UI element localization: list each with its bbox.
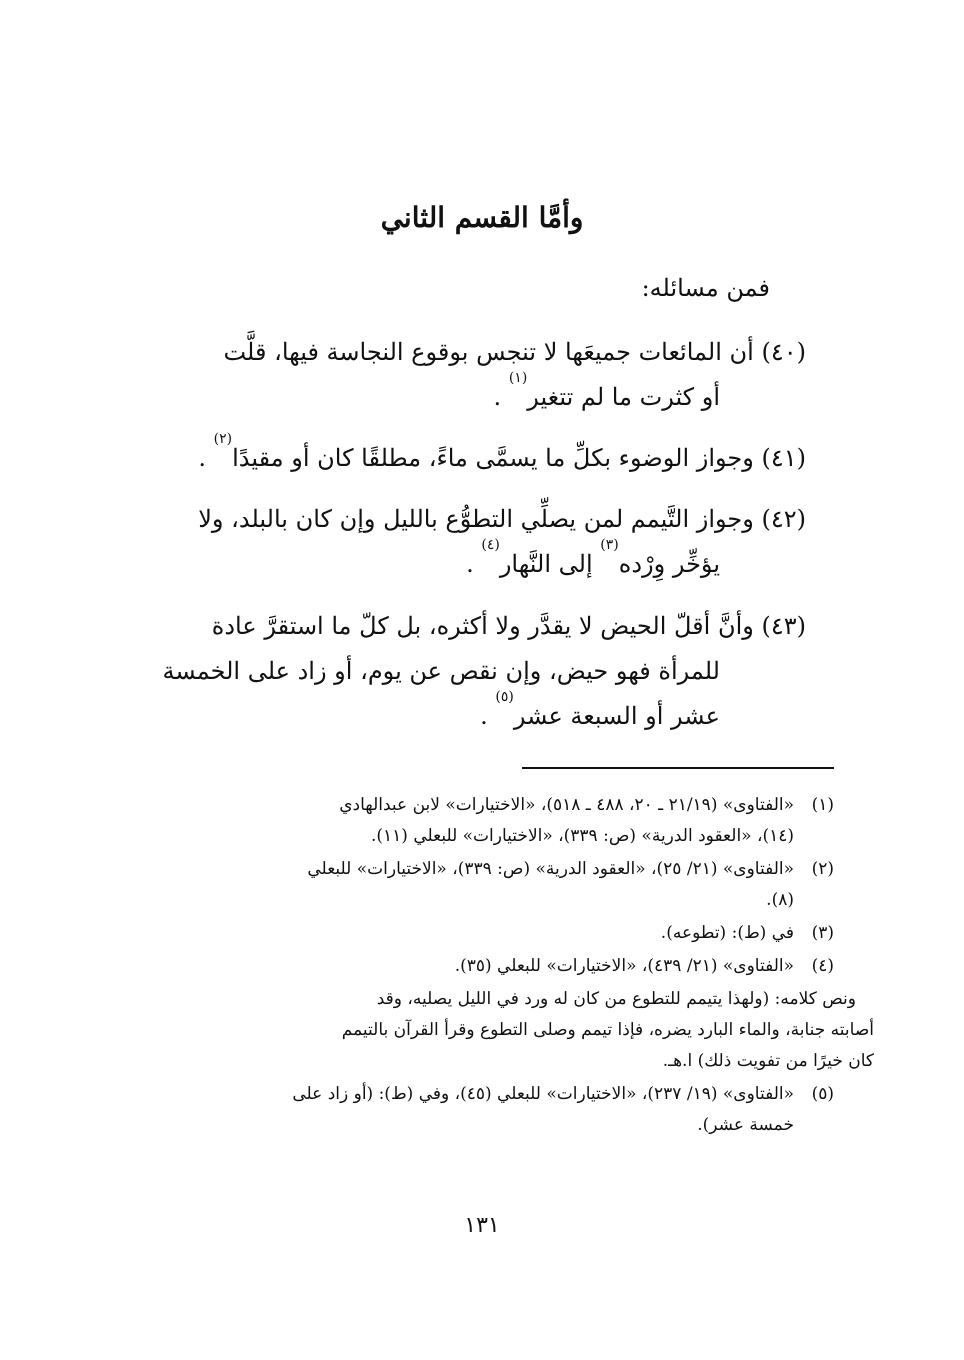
issue-line: أو كثرت ما لم تتغير$^{(١)}$ .: [493, 370, 720, 411]
footnote-line: (٨).: [766, 890, 794, 910]
footnote-line: كان خيرًا من تفويت ذلك) ا.هـ.: [662, 1051, 874, 1071]
footnote-line: «الفتاوى» (٢١/ ٢٥)، «العقود الدرية» (ص: ٣٣٩)، «الاختيارات» للبعلي: [307, 859, 794, 879]
intro-text: فمن مسائله:: [641, 274, 770, 302]
page-number: ١٣١: [464, 1213, 500, 1238]
footnote-ref[interactable]: (٥): [495, 689, 514, 705]
footnote-number: (٤): [811, 956, 834, 976]
footnote-line: (١٤)، «العقود الدرية» (ص: ٣٣٩)، «الاختيارات» للبعلي (١١).: [370, 826, 794, 846]
issue-number: (٤٠): [761, 338, 806, 366]
footnote-line: خمسة عشر).: [697, 1115, 794, 1135]
issue-43: [130, 604, 806, 739]
footnote-number: (٢): [811, 859, 834, 879]
footnote-ref[interactable]: (٣): [600, 537, 619, 553]
issue-line: (٤٢) وجواز التَّيمم لمن يصلِّي التطوُّع بالليل وإن كان بالبلد، ولا: [130, 497, 806, 542]
issue-number: (٤١): [761, 444, 806, 472]
issue-line: للمرأة فهو حيض، وإن نقص عن يوم، أو زاد على الخمسة: [162, 657, 720, 685]
issue-line: يؤخِّر وِرْده$^{(٣)}$ إلى النَّهار$^{(٤)}$ .: [466, 537, 720, 578]
footnote-line: في (ط): (تطوعه).: [660, 923, 794, 943]
issue-40: [130, 330, 806, 420]
footnote-line: أصابته جنابة، والماء البارد يضره، فإذا تيمم وصلى التطوع وقرأ القرآن بالتيمم: [341, 1020, 874, 1040]
footnote-3: [126, 918, 834, 949]
footnote-number: (١): [811, 795, 834, 815]
issue-42: [130, 497, 806, 587]
footnote-divider: [522, 767, 834, 769]
footnote-number: (٥): [811, 1084, 834, 1104]
issue-line: (٤١) وجواز الوضوء بكلِّ ما يسمَّى ماءً، مطلقًا كان أو مقيدًا$^{(٢)}$ .: [130, 436, 806, 481]
footnote-1: [126, 790, 834, 852]
issue-41: [130, 431, 806, 481]
footnote-4: [126, 951, 834, 982]
footnotes: [126, 790, 874, 1143]
issue-line: (٤٠) أن المائعات جميعَها لا تنجس بوقوع النجاسة فيها، قلَّت: [130, 330, 806, 375]
footnote-line: ونص كلامه: (ولهذا يتيمم للتطوع من كان له ورد في الليل يصليه، وقد: [376, 989, 856, 1009]
footnote-ref[interactable]: (٢): [213, 431, 233, 447]
issue-number: (٤٣): [761, 612, 806, 640]
issue-line: عشر أو السبعة عشر$^{(٥)}$ .: [480, 689, 720, 730]
footnote-4-quote: [126, 984, 874, 1077]
footnote-ref[interactable]: (١): [508, 370, 528, 386]
section-heading: وأمَّا القسم الثاني: [380, 201, 584, 234]
footnote-line: «الفتاوى» (١٩/ ٢٣٧)، «الاختيارات» للبعلي (٤٥)، وفي (ط): (أو زاد على: [292, 1084, 794, 1104]
footnote-2: [126, 854, 834, 916]
footnote-number: (٣): [811, 923, 834, 943]
issue-line: (٤٣) وأنَّ أقلّ الحيض لا يقدَّر ولا أكثره، بل كلّ ما استقرَّ عادة: [130, 604, 806, 649]
footnote-ref[interactable]: (٤): [481, 537, 500, 553]
footnote-line: «الفتاوى» (٢١/١٩ ـ ٢٠، ٤٨٨ ـ ٥١٨)، «الاختيارات» لابن عبدالهادي: [339, 795, 794, 815]
footnote-line: «الفتاوى» (٢١/ ٤٣٩)، «الاختيارات» للبعلي (٣٥).: [454, 956, 794, 976]
issue-number: (٤٢): [761, 505, 806, 533]
footnote-5: [126, 1079, 834, 1141]
